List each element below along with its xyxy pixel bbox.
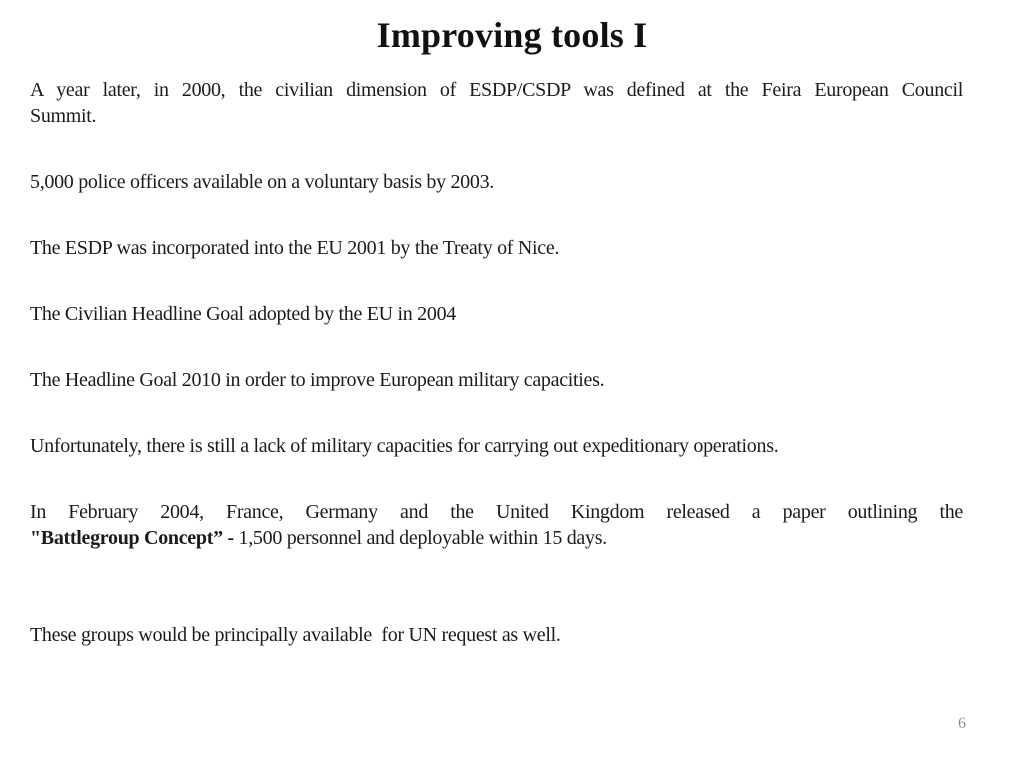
page-number: 6 <box>958 715 966 732</box>
slide-title: Improving tools I <box>376 15 648 55</box>
battlegroup-concept-bold-text: "Battlegroup Concept” - <box>30 527 239 549</box>
paragraph-battlegroup-line2 <box>30 525 963 551</box>
paragraph-un-request: These groups would be principally available for UN request as well. <box>30 624 561 646</box>
paragraph-feira-line1: A year later, in 2000, the civilian dimension of ESDP/CSDP was defined at the Feira European Council <box>30 79 963 101</box>
paragraph-battlegroup-concept <box>30 499 963 551</box>
paragraph-headline-goal-2010: The Headline Goal 2010 in order to improve European military capacities. <box>30 369 605 391</box>
battlegroup-concept-rest-text: 1,500 personnel and deployable within 15 days. <box>238 527 607 549</box>
paragraph-lack-of-capacities: Unfortunately, there is still a lack of military capacities for carrying out expeditionary operations. <box>30 435 779 457</box>
paragraph-feira-line2: Summit. <box>30 105 97 127</box>
paragraph-battlegroup-line1: In February 2004, France, Germany and the United Kingdom released a paper outlining the <box>30 501 963 523</box>
paragraph-civilian-headline-goal: The Civilian Headline Goal adopted by the EU in 2004 <box>30 303 456 325</box>
slide-body <box>30 77 963 688</box>
paragraph-police-officers: 5,000 police officers available on a voluntary basis by 2003. <box>30 171 494 193</box>
paragraph-treaty-of-nice: The ESDP was incorporated into the EU 2001 by the Treaty of Nice. <box>30 237 560 259</box>
paragraph-feira-summit <box>30 77 963 129</box>
